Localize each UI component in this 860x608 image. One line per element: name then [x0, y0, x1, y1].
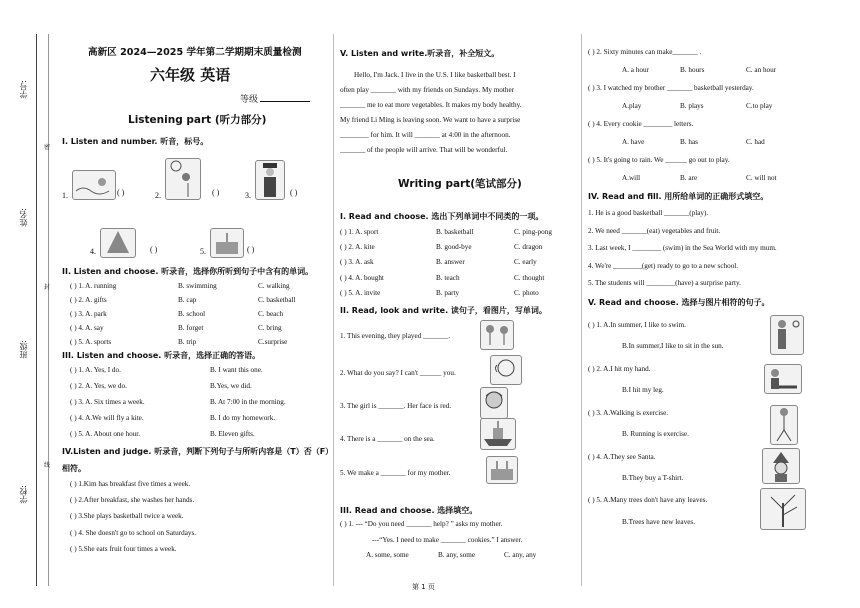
santa-icon	[762, 448, 800, 484]
question-option[interactable]: ( ) 1. A. Yes, I do.	[70, 366, 121, 374]
option-b[interactable]: B. I want this one.	[210, 366, 263, 374]
choice-b[interactable]: B.Trees have new leaves.	[622, 518, 695, 526]
option-b[interactable]: B. I do my homework.	[210, 414, 276, 422]
look-write-item[interactable]: 3. The girl is _______. Her face is red.	[340, 402, 452, 410]
fill-item[interactable]: 3. Last week, I ________ (swim) in the Sea World with my mum.	[588, 244, 777, 252]
question-option[interactable]: ( ) 4. A. bought	[340, 274, 384, 282]
boy-listening-icon	[490, 355, 522, 385]
option-b[interactable]: B. plays	[680, 102, 704, 110]
fill-choose-title: III. Read and choose. 选择填空。	[340, 506, 478, 515]
question-option[interactable]: ( ) 3. I watched my brother _______ basketball yesterday.	[588, 84, 754, 92]
option-b[interactable]: B. has	[680, 138, 698, 146]
school-label: 学校:	[19, 485, 28, 504]
option-c[interactable]: C.surprise	[258, 338, 288, 346]
listen-write-title: V. Listen and write.听录音，补全短文。	[340, 49, 500, 58]
choice-a[interactable]: ( ) 1. A.In summer, I like to swim.	[588, 321, 686, 329]
binding-line-right	[48, 34, 49, 586]
picture-choose-title: V. Read and choose. 选择与图片相符的句子。	[588, 298, 770, 307]
grade-label: 等级	[240, 92, 310, 105]
listen-answer-title: III. Listen and choose. 听录音，选择正确的答语。	[62, 351, 261, 360]
ship-icon	[480, 418, 516, 450]
question-option[interactable]: ( ) 1. A. sport	[340, 228, 379, 236]
option-c[interactable]: C. walking	[258, 282, 290, 290]
grade-blank[interactable]	[260, 92, 310, 102]
choice-b[interactable]: B. Running is exercise.	[622, 430, 689, 438]
option-c[interactable]: C. any, any	[504, 551, 537, 559]
option-c[interactable]: C. will not	[746, 174, 777, 182]
option-c[interactable]: C. bring	[258, 324, 282, 332]
question-option[interactable]: ( ) 5. A. invite	[340, 289, 381, 297]
choice-b[interactable]: B.In summer,I like to sit in the sun.	[622, 342, 724, 350]
question-option[interactable]: ( ) 3. A. Six times a week.	[70, 398, 145, 406]
passage-line: My friend Li Ming is leaving soon. We want to have a surprise	[340, 116, 521, 124]
choice-b[interactable]: B.I hit my leg.	[622, 386, 664, 394]
option-a[interactable]: A. a hour	[622, 66, 649, 74]
basketball-boy-icon	[165, 158, 201, 200]
birthday-cake-icon	[486, 456, 518, 484]
name-label: 姓名:	[19, 208, 28, 227]
option-b[interactable]: B. party	[436, 289, 460, 297]
option-b[interactable]: B.Yes, we did.	[210, 382, 252, 390]
option-c[interactable]: C. early	[514, 258, 537, 266]
question-option[interactable]: ( ) 4. A. say	[70, 324, 104, 332]
passage-line: _______ me to eat more vegetables. It makes my body healthy.	[340, 101, 522, 109]
option-b[interactable]: B. any, some	[438, 551, 476, 559]
subject-title: 六年级 英语	[150, 66, 231, 84]
running-boy-icon	[770, 405, 798, 445]
picture-number: 3.	[245, 191, 251, 200]
option-c[interactable]: C. photo	[514, 289, 539, 297]
odd-one-out-title: I. Read and choose. 选出下列单词中不同类的一项。	[340, 212, 544, 221]
option-a[interactable]: A. have	[622, 138, 645, 146]
summer-boy-icon	[770, 315, 804, 355]
judge-item[interactable]: ( ) 4. She doesn't go to school on Saturdays.	[70, 529, 197, 537]
question-option[interactable]: ( ) 4. A.We will fly a kite.	[70, 414, 144, 422]
passage-line: ________ for him. It will _______ at 4:00 in the afternoon.	[340, 131, 511, 139]
choice-a[interactable]: ( ) 2. A.I hit my hand.	[588, 365, 651, 373]
fill-item[interactable]: 5. The students will ________(have) a surprise party.	[588, 279, 741, 287]
seal-char-feng: 封	[44, 284, 51, 291]
writing-heading: Writing part(笔试部分)	[398, 178, 522, 190]
look-write-title: II. Read, look and write. 读句子，看图片，写单词。	[340, 306, 547, 315]
student-id-label: 学号:	[19, 80, 28, 99]
option-b[interactable]: B. good-bye	[436, 243, 472, 251]
tree-cake-icon	[100, 228, 136, 258]
question-option[interactable]: ( ) 2. Sixty minutes can make_______ .	[588, 48, 702, 56]
look-write-item[interactable]: 2. What do you say? I can't ______ you.	[340, 369, 456, 377]
look-write-item[interactable]: 1. This evening, they played _______.	[340, 332, 451, 340]
picture-number: 1.	[62, 191, 68, 200]
class-label: 班级:	[19, 340, 28, 359]
judge-item[interactable]: ( ) 5.She eats fruit four times a week.	[70, 545, 177, 553]
birthday-cake-icon	[210, 228, 244, 258]
option-c[interactable]: C. beach	[258, 310, 284, 318]
question-option[interactable]: ( ) 5. A. sports	[70, 338, 112, 346]
fill-choose-q1[interactable]: ( ) 1. --- “Do you need _______ help? ” asks my mother.	[340, 520, 503, 528]
answer-bracket[interactable]: ( )	[150, 245, 158, 254]
passage-line: often play _______ with my friends on Sundays. My mother	[340, 86, 515, 94]
exam-title: 高新区 2024—2025 学年第二学期期末质量检测	[88, 47, 302, 58]
hurt-leg-icon	[764, 364, 802, 394]
option-b[interactable]: B. are	[680, 174, 698, 182]
question-option[interactable]: ( ) 4. Every cookie ________ letters.	[588, 120, 694, 128]
option-b[interactable]: B. basketball	[436, 228, 474, 236]
look-write-item[interactable]: 4. There is a _______ on the sea.	[340, 435, 435, 443]
binding-line-left	[36, 34, 37, 586]
choice-a[interactable]: ( ) 3. A.Walking is exercise.	[588, 409, 669, 417]
question-option[interactable]: ( ) 3. A. ask	[340, 258, 374, 266]
shuttlecock-kids-icon	[480, 320, 514, 350]
option-c[interactable]: C. had	[746, 138, 765, 146]
question-option[interactable]: ( ) 2. A. Yes, we do.	[70, 382, 127, 390]
option-c[interactable]: C.to play	[746, 102, 773, 110]
question-option[interactable]: ( ) 5. It's going to rain. We ______ go out to play.	[588, 156, 730, 164]
fill-choose-q1-cont: ---“Yes. I need to make _______ cookies.” I answer.	[372, 536, 523, 544]
answer-bracket[interactable]: ( )	[212, 188, 220, 197]
option-b[interactable]: B. Eleven gifts.	[210, 430, 255, 438]
option-a[interactable]: A. some, some	[366, 551, 409, 559]
judge-item[interactable]: ( ) 1.Kim has breakfast five times a week.	[70, 480, 191, 488]
sick-girl-icon	[480, 387, 508, 419]
look-write-item[interactable]: 5. We make a _______ for my mother.	[340, 469, 451, 477]
option-b[interactable]: B. teach	[436, 274, 460, 282]
choice-a[interactable]: ( ) 5. A.Many trees don't have any leaves.	[588, 496, 708, 504]
question-option[interactable]: ( ) 5. A. About one hour.	[70, 430, 141, 438]
question-option[interactable]: ( ) 2. A. gifts	[70, 296, 107, 304]
question-option[interactable]: ( ) 3. A. park	[70, 310, 107, 318]
police-officer-icon	[255, 160, 285, 200]
judge-item[interactable]: ( ) 2.After breakfast, she washes her hands.	[70, 496, 195, 504]
column-divider-2	[581, 34, 582, 586]
answer-bracket[interactable]: ( )	[247, 245, 255, 254]
option-b[interactable]: B. At 7:00 in the morning.	[210, 398, 286, 406]
option-b[interactable]: B. trip	[178, 338, 197, 346]
picture-number: 2.	[155, 191, 161, 200]
seal-char-mi: 密	[44, 144, 51, 151]
option-b[interactable]: B. forget	[178, 324, 204, 332]
bare-tree-icon	[760, 488, 806, 530]
option-b[interactable]: B. hours	[680, 66, 705, 74]
passage-line: Hello, I'm Jack. I live in the U.S. I like basketball best. I	[354, 71, 516, 79]
option-b[interactable]: B. answer	[436, 258, 465, 266]
option-c[interactable]: C. an hour	[746, 66, 777, 74]
read-fill-title: IV. Read and fill. 用所给单词的正确形式填空。	[588, 192, 769, 201]
swimming-boy-icon	[72, 170, 116, 200]
choice-b[interactable]: B.They buy a T-shirt.	[622, 474, 684, 482]
fill-item[interactable]: 4. We're ________(get) ready to go to a new school.	[588, 262, 739, 270]
option-b[interactable]: B. cap	[178, 296, 197, 304]
option-c[interactable]: C. basketball	[258, 296, 296, 304]
listening-heading: Listening part (听力部分)	[128, 114, 267, 126]
question-option[interactable]: ( ) 1. A. running	[70, 282, 117, 290]
option-b[interactable]: B. school	[178, 310, 206, 318]
option-c[interactable]: C. ping-pong	[514, 228, 552, 236]
listen-judge-title-cont: 相符。	[62, 464, 86, 473]
column-divider-1	[333, 34, 334, 586]
seal-char-xian: 线	[44, 462, 51, 469]
listen-number-title: I. Listen and number. 听音，标号。	[62, 137, 209, 146]
question-option[interactable]: ( ) 2. A. kite	[340, 243, 375, 251]
passage-line: _______ of the people will arrive. That will be wonderful.	[340, 146, 508, 154]
listen-choose-title: II. Listen and choose. 听录音，选择你所听到句子中含有的单词。	[62, 267, 314, 276]
option-a[interactable]: A.will	[622, 174, 641, 182]
answer-bracket[interactable]: ( )	[117, 188, 125, 197]
picture-number: 4.	[90, 247, 96, 256]
judge-item[interactable]: ( ) 3.She plays basketball twice a week.	[70, 512, 184, 520]
option-c[interactable]: C. thought	[514, 274, 545, 282]
page-number: 第 1 页	[412, 583, 435, 591]
choice-a[interactable]: ( ) 4. A.They see Santa.	[588, 453, 656, 461]
option-a[interactable]: A.play	[622, 102, 642, 110]
listen-judge-title: IV.Listen and judge. 听录音，判断下列句子与所听内容是（T）否（F）	[62, 447, 334, 456]
answer-bracket[interactable]: ( )	[290, 188, 298, 197]
option-b[interactable]: B. swimming	[178, 282, 217, 290]
picture-number: 5.	[200, 247, 206, 256]
option-c[interactable]: C. dragon	[514, 243, 543, 251]
fill-item[interactable]: 1. He is a good basketball _______(play).	[588, 209, 709, 217]
fill-item[interactable]: 2. We need _______(eat) vegetables and fruit.	[588, 227, 721, 235]
